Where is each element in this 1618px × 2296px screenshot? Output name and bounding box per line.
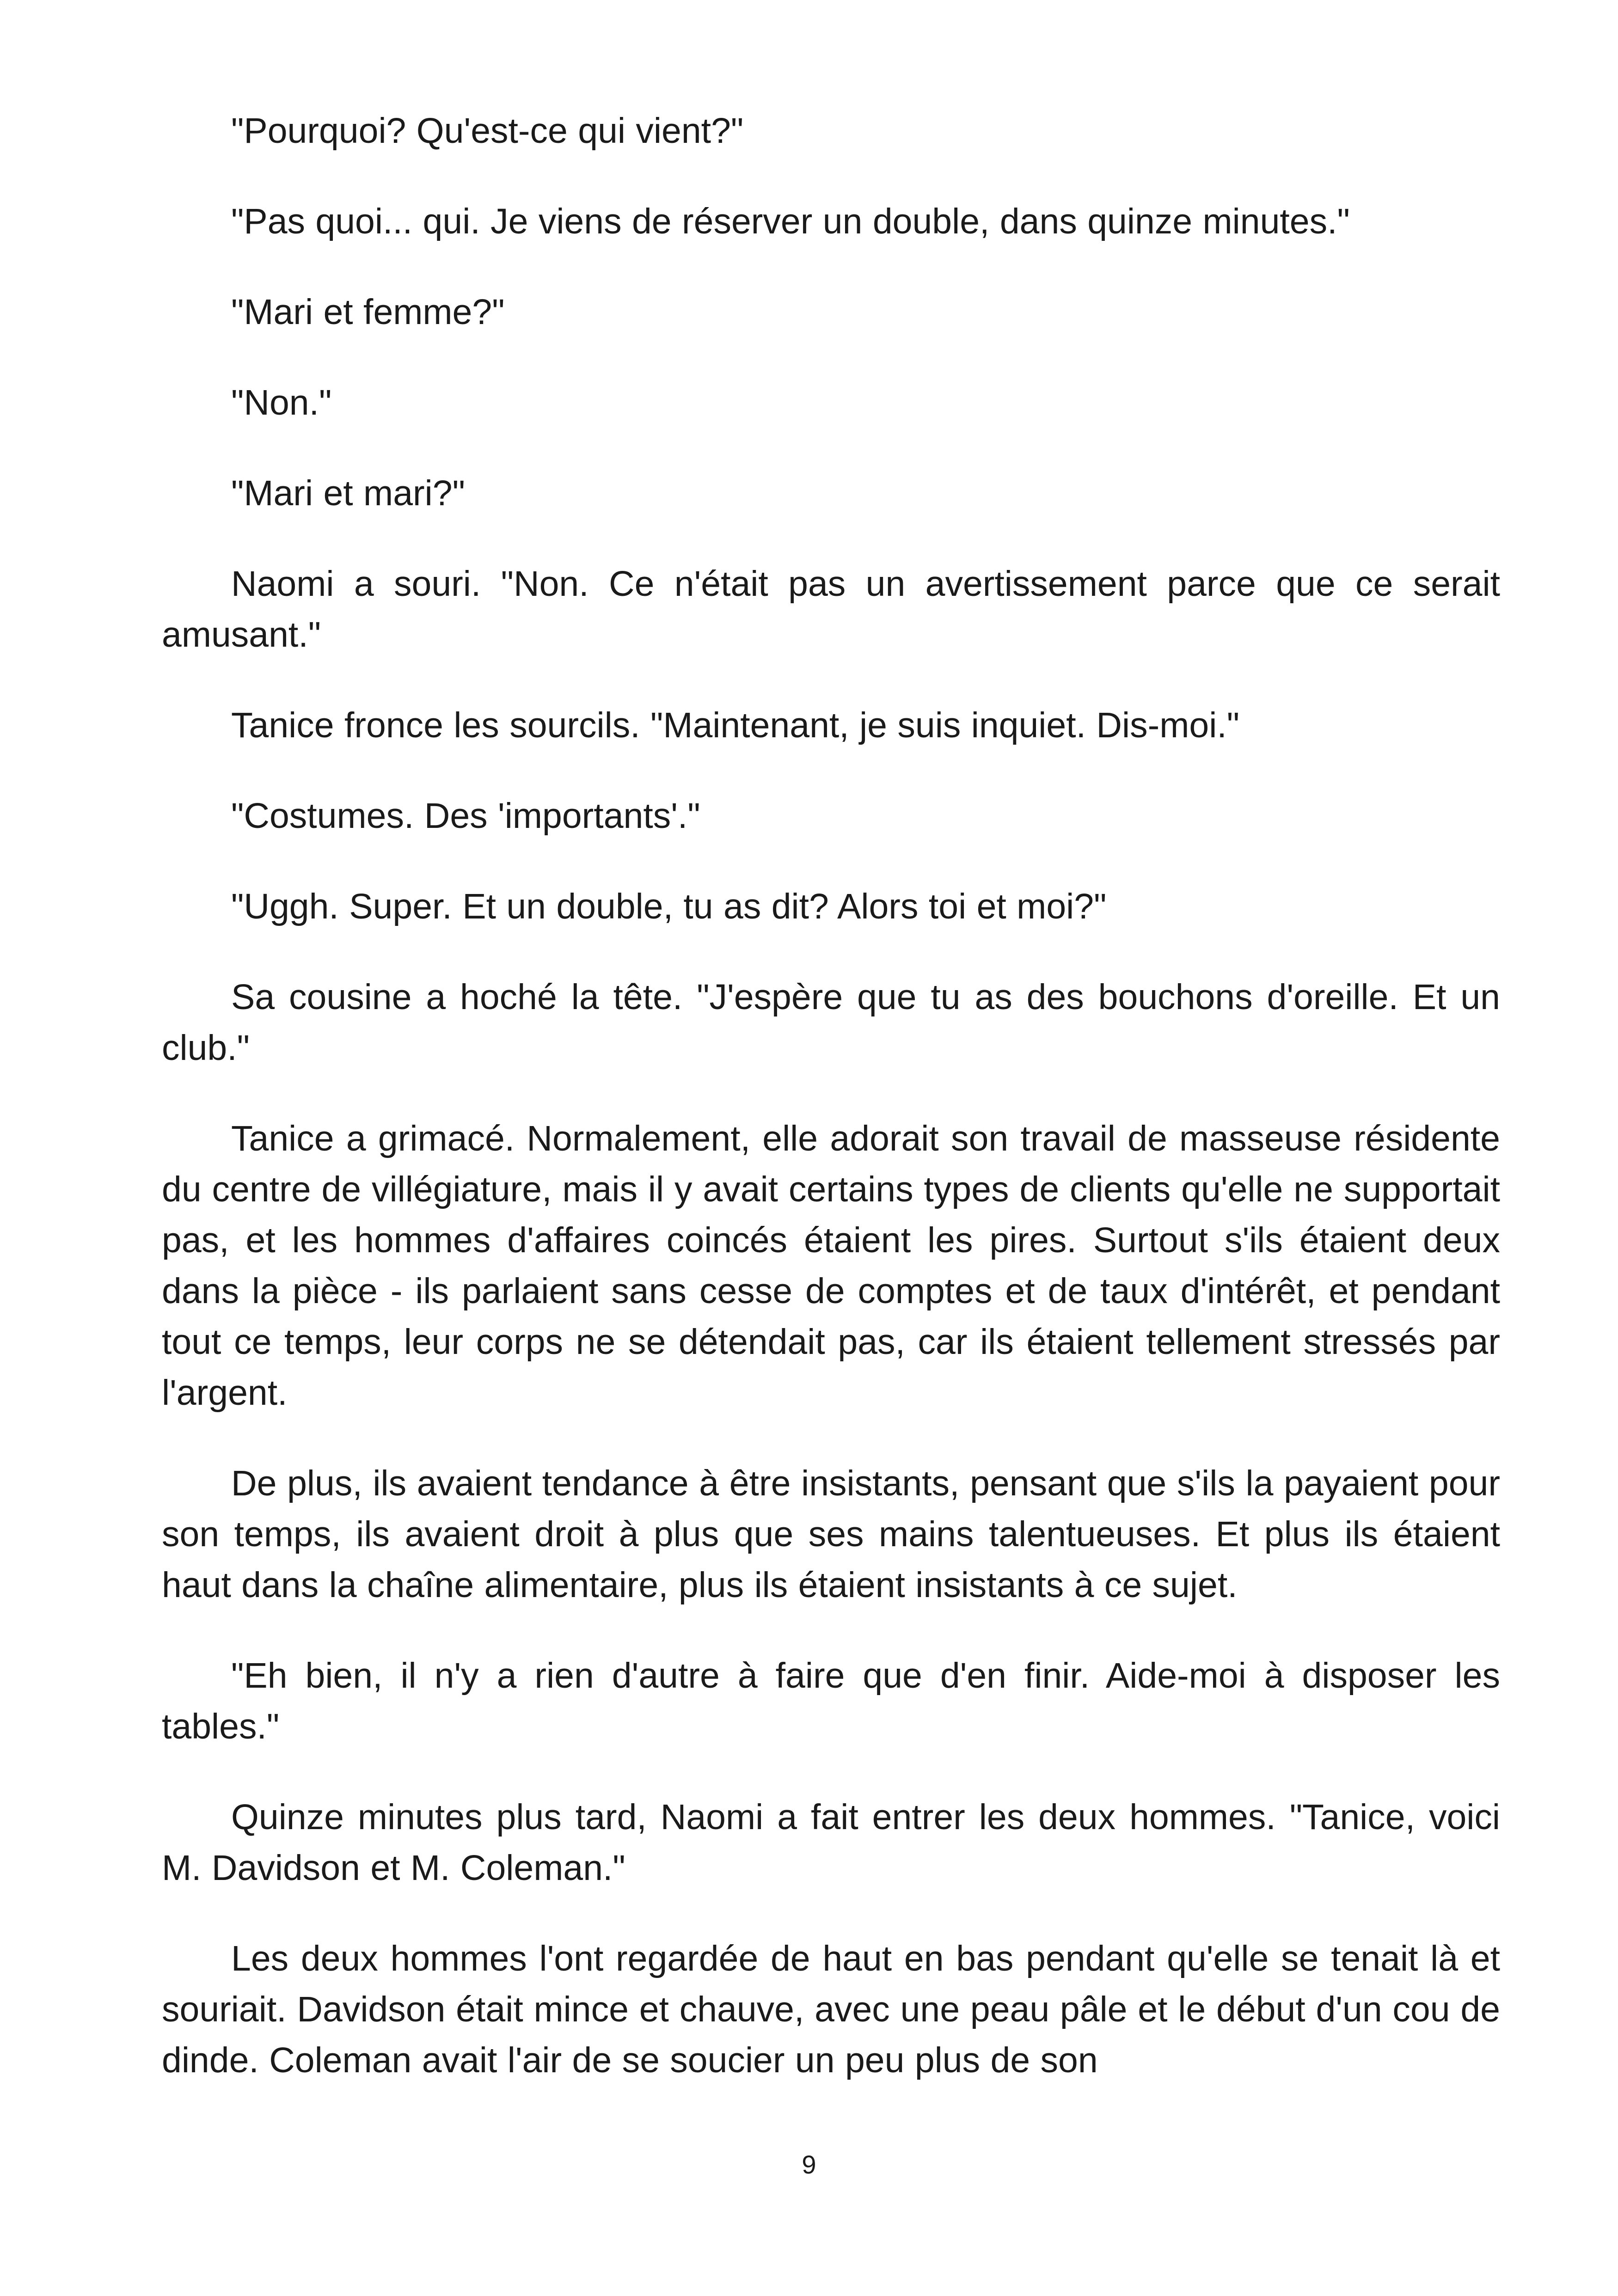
paragraph: Tanice fronce les sourcils. "Maintenant, je suis inquiet. Dis-moi." — [231, 705, 1240, 745]
paragraph: Quinze minutes plus tard, Naomi a fait entrer les deux hommes. "Tanice, voici M. Davidson et M. Coleman." — [162, 1797, 1500, 1888]
paragraph: "Costumes. Des 'importants'." — [231, 796, 700, 836]
paragraph: Les deux hommes l'ont regardée de haut en bas pendant qu'elle se tenait là et souriait. Davidson était mince et chauve, avec une peau pâle et le début d'un cou de dinde. Coleman avait l'air de se soucier un peu plus de son — [162, 1939, 1500, 2080]
paragraph: "Uggh. Super. Et un double, tu as dit? Alors toi et moi?" — [231, 887, 1107, 926]
paragraph: Naomi a souri. "Non. Ce n'était pas un avertissement parce que ce serait amusant." — [162, 564, 1500, 655]
paragraph: "Mari et mari?" — [231, 473, 465, 513]
page-number: 9 — [802, 2150, 816, 2179]
paragraph: "Eh bien, il n'y a rien d'autre à faire que d'en finir. Aide-moi à disposer les tables." — [162, 1656, 1500, 1746]
paragraph: Sa cousine a hoché la tête. "J'espère que tu as des bouchons d'oreille. Et un club." — [162, 977, 1500, 1068]
paragraph: "Mari et femme?" — [231, 292, 505, 332]
paragraph: Tanice a grimacé. Normalement, elle adorait son travail de masseuse résidente du centre de villégiature, mais il y avait certains types de clients qu'elle ne supportait pas, et les hommes d'affaires coincés étaient les pires. Surtout s'ils étaient deux dans la pièce - ils parlaient sans cesse de comptes et de taux d'intérêt, et pendant tout ce temps, leur corps ne se détendait pas, car ils étaient tellement stressés par l'argent. — [162, 1119, 1500, 1413]
paragraph: "Pourquoi? Qu'est-ce qui vient?" — [231, 111, 744, 151]
paragraph: "Non." — [231, 383, 332, 422]
paragraph: "Pas quoi... qui. Je viens de réserver un double, dans quinze minutes." — [231, 202, 1350, 241]
paragraph: De plus, ils avaient tendance à être insistants, pensant que s'ils la payaient pour son temps, ils avaient droit à plus que ses mains talentueuses. Et plus ils étaient haut dans la chaîne alimentaire, plus ils étaient insistants à ce sujet. — [162, 1463, 1500, 1605]
body-text — [162, 105, 1500, 2125]
